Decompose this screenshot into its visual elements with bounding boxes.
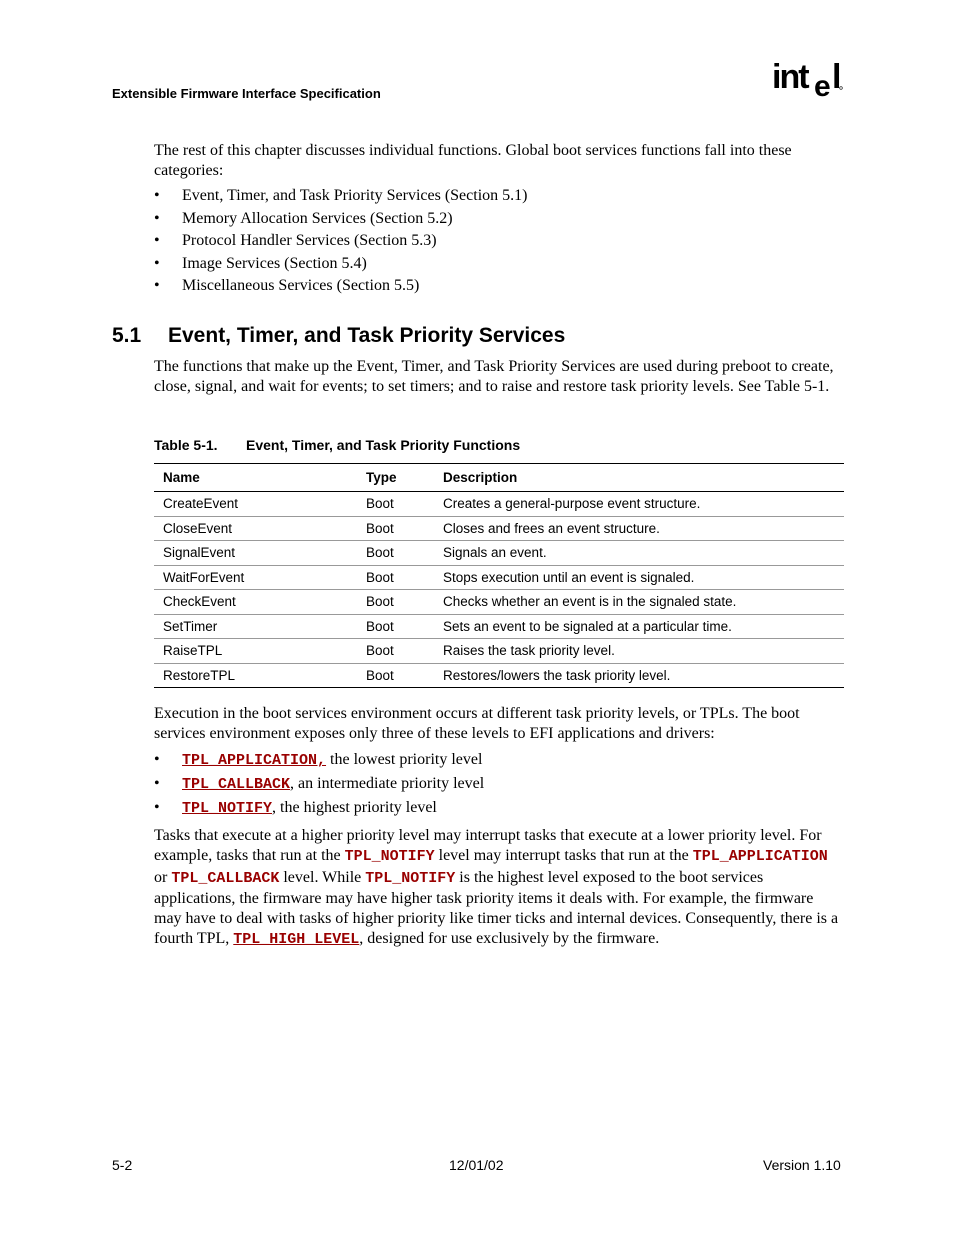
footer-page-number: 5-2 (112, 1157, 133, 1173)
cell-type: Boot (357, 565, 434, 590)
section-title: Event, Timer, and Task Priority Services (168, 324, 566, 347)
cell-description: Creates a general-purpose event structure. (434, 492, 844, 517)
cell-description: Closes and frees an event structure. (434, 516, 844, 541)
cell-type: Boot (357, 639, 434, 664)
bullet-icon: • (154, 187, 160, 204)
footer-version: Version 1.10 (763, 1157, 841, 1173)
table-row (154, 639, 844, 664)
list-item: • TPL_CALLBACK, an intermediate priority level (154, 775, 485, 793)
list-item: • Event, Timer, and Task Priority Services (Section 5.1) (154, 187, 528, 204)
bullet-icon: • (154, 209, 160, 227)
cell-name: RestoreTPL (154, 663, 357, 688)
table-row (154, 590, 844, 615)
table-row (154, 516, 844, 541)
cell-name: SetTimer (154, 614, 357, 639)
inline-code: TPL_NOTIFY (344, 848, 435, 866)
intro-paragraph: The rest of this chapter discusses individual functions. Global boot services functions fall into these categories: (154, 142, 792, 179)
tpl-notify-link[interactable]: TPL_NOTIFY (182, 800, 273, 817)
inline-code: TPL_APPLICATION (692, 848, 828, 866)
bullet-icon: • (154, 775, 160, 792)
cell-name: RaiseTPL (154, 639, 357, 664)
functions-table (154, 463, 844, 688)
cell-description: Signals an event. (434, 541, 844, 566)
table-header-row (154, 464, 844, 492)
section-heading (112, 324, 565, 348)
list-item: • Miscellaneous Services (Section 5.5) (154, 277, 420, 294)
list-item: • TPL_NOTIFY, the highest priority level (154, 799, 437, 817)
bullet-icon: • (154, 799, 160, 816)
table-caption (154, 437, 520, 453)
inline-code: TPL_NOTIFY (365, 869, 456, 887)
cell-description: Checks whether an event is in the signaled state. (434, 590, 844, 615)
bullet-icon: • (154, 232, 160, 249)
column-header-name: Name (154, 464, 357, 492)
table-row (154, 541, 844, 566)
cell-type: Boot (357, 614, 434, 639)
cell-name: CloseEvent (154, 516, 357, 541)
tpl-callback-link[interactable]: TPL_CALLBACK (182, 776, 291, 793)
list-item: • Image Services (Section 5.4) (154, 254, 367, 272)
execution-paragraph: Execution in the boot services environment occurs at different task priority levels, or TPLs. The boot services environment exposes only three of these levels to EFI applications and drivers: (154, 705, 800, 742)
cell-name: CreateEvent (154, 492, 357, 517)
bullet-icon: • (154, 751, 160, 768)
cell-type: Boot (357, 492, 434, 517)
cell-description: Raises the task priority level. (434, 639, 844, 664)
table-caption-label: Table 5-1. (154, 437, 218, 453)
svg-text:e: e (814, 70, 831, 102)
table-row (154, 565, 844, 590)
list-item: • Protocol Handler Services (Section 5.3) (154, 232, 437, 249)
cell-description: Sets an event to be signaled at a particular time. (434, 614, 844, 639)
list-item: • TPL_APPLICATION, the lowest priority level (154, 751, 483, 769)
tpl-list (154, 750, 484, 822)
cell-name: WaitForEvent (154, 565, 357, 590)
svg-text:l: l (832, 58, 842, 96)
table-row (154, 614, 844, 639)
bullet-icon: • (154, 277, 160, 294)
table-row (154, 663, 844, 688)
running-header-title: Extensible Firmware Interface Specification (112, 86, 381, 101)
column-header-type: Type (357, 464, 434, 492)
table-row (154, 492, 844, 517)
cell-name: SignalEvent (154, 541, 357, 566)
footer-date: 12/01/02 (449, 1157, 504, 1173)
cell-description: Stops execution until an event is signaled. (434, 565, 844, 590)
category-list (154, 186, 527, 299)
section-paragraph: The functions that make up the Event, Timer, and Task Priority Services are used during preboot to create, close, signal, and wait for events; to set timers; and to raise and restore task priority levels. See Table 5-1. (154, 358, 834, 395)
cell-name: CheckEvent (154, 590, 357, 615)
table-caption-title: Event, Timer, and Task Priority Functions (246, 437, 521, 453)
svg-text:int: int (772, 58, 808, 96)
column-header-description: Description (434, 464, 844, 492)
cell-type: Boot (357, 516, 434, 541)
list-item: • Memory Allocation Services (Section 5.2) (154, 209, 453, 227)
intel-logo (770, 58, 844, 102)
inline-code: TPL_CALLBACK (171, 869, 280, 887)
cell-type: Boot (357, 663, 434, 688)
tpl-high-level-link[interactable]: TPL_HIGH_LEVEL (233, 931, 360, 949)
section-number: 5.1 (112, 324, 142, 347)
cell-type: Boot (357, 541, 434, 566)
tasks-paragraph: Tasks that execute at a higher priority level may interrupt tasks that execute at a lower priority level. For example, tasks that run at the TPL_NOTIFY level may interrupt tasks that run at the TPL_APPLICATION or TPL_CALLBACK level. While TPL_NOTIFY is the highest level exposed to the boot services applications, the firmware may have higher task priority items it deals with. For example, the firmware may have to deal with tasks of higher priority like timer ticks and internal devices. Consequently, there is a fourth TPL, TPL_HIGH_LEVEL, designed for use exclusively by the firmware. (154, 827, 839, 949)
cell-type: Boot (357, 590, 434, 615)
bullet-icon: • (154, 254, 160, 272)
tpl-application-link[interactable]: TPL_APPLICATION, (182, 752, 327, 769)
cell-description: Restores/lowers the task priority level. (434, 663, 844, 688)
